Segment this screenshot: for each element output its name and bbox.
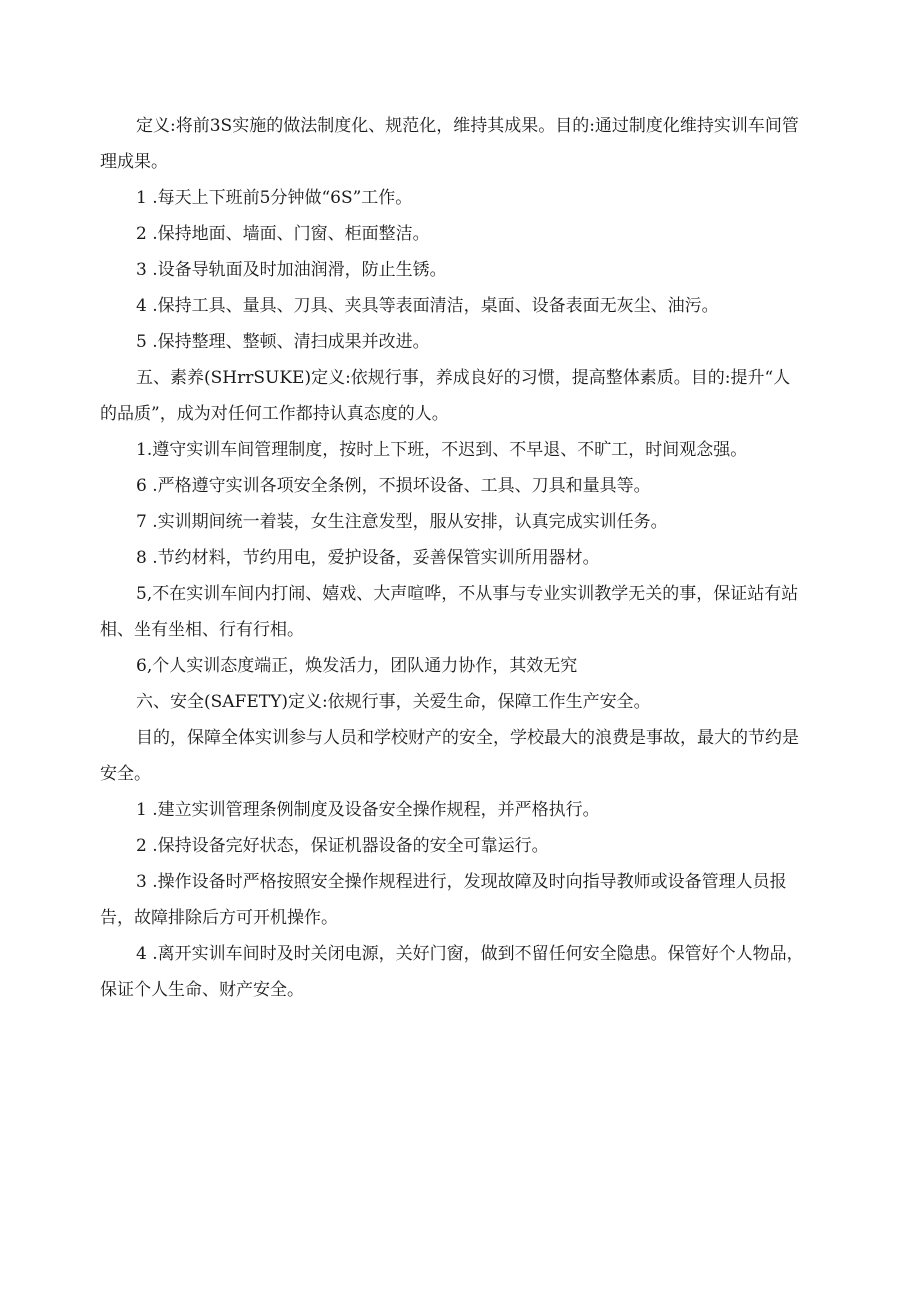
paragraph-definition-3s: 定义:将前3S实施的做法制度化、规范化，维持其成果。目的:通过制度化维持实训车间管理成果。 <box>100 116 799 172</box>
list-item: 7 .实训期间统一着装，女生注意发型，服从安排，认真完成实训任务。 <box>136 512 668 532</box>
list-item: 5,不在实训车间内打闹、嬉戏、大声喧哗，不从事与专业实训教学无关的事，保证站有站相、坐有坐相、行有行相。 <box>100 584 799 640</box>
list-item: 8 .节约材料，节约用电，爱护设备，妥善保管实训所用器材。 <box>136 548 600 568</box>
list-item: 2 .保持设备完好状态，保证机器设备的安全可靠运行。 <box>136 836 549 856</box>
list-item: 2 .保持地面、墙面、门窗、柜面整洁。 <box>136 224 430 244</box>
document-body <box>100 108 805 1008</box>
list-item: 4 .离开实训车间时及时关闭电源，关好门窗，做到不留任何安全隐患。保管好个人物品，保证个人生命、财产安全。 <box>100 944 804 1000</box>
list-item: 3 .设备导轨面及时加油润滑，防止生锈。 <box>136 260 447 280</box>
paragraph-safety-purpose: 目的，保障全体实训参与人员和学校财产的安全，学校最大的浪费是事故，最大的节约是安全。 <box>100 728 799 784</box>
list-item: 6 .严格遵守实训各项安全条例，不损坏设备、工具、刀具和量具等。 <box>136 476 651 496</box>
list-item: 5 .保持整理、整顿、清扫成果并改进。 <box>136 332 430 352</box>
list-item: 3 .操作设备时严格按照安全操作规程进行，发现故障及时向指导教师或设备管理人员报告，故障排除后方可开机操作。 <box>100 872 787 928</box>
list-item: 1 .建立实训管理条例制度及设备安全操作规程，并严格执行。 <box>136 800 600 820</box>
section-heading-safety: 六、安全(SAFETY)定义:依规行事，关爱生命，保障工作生产安全。 <box>136 692 651 712</box>
list-item: 1 .每天上下班前5分钟做“6S”工作。 <box>136 188 413 208</box>
list-item: 6,个人实训态度端正，焕发活力，团队通力协作，其效无究 <box>136 656 578 676</box>
list-item: 4 .保持工具、量具、刀具、夹具等表面清洁，桌面、设备表面无灰尘、油污。 <box>136 296 719 316</box>
list-item: 1.遵守实训车间管理制度，按时上下班，不迟到、不早退、不旷工，时间观念强。 <box>136 440 748 460</box>
section-heading-shitsuke: 五、素养(SHrrSUKE)定义:依规行事，养成良好的习惯，提高整体素质。目的:提升“人的品质”，成为对任何工作都持认真态度的人。 <box>100 368 791 424</box>
